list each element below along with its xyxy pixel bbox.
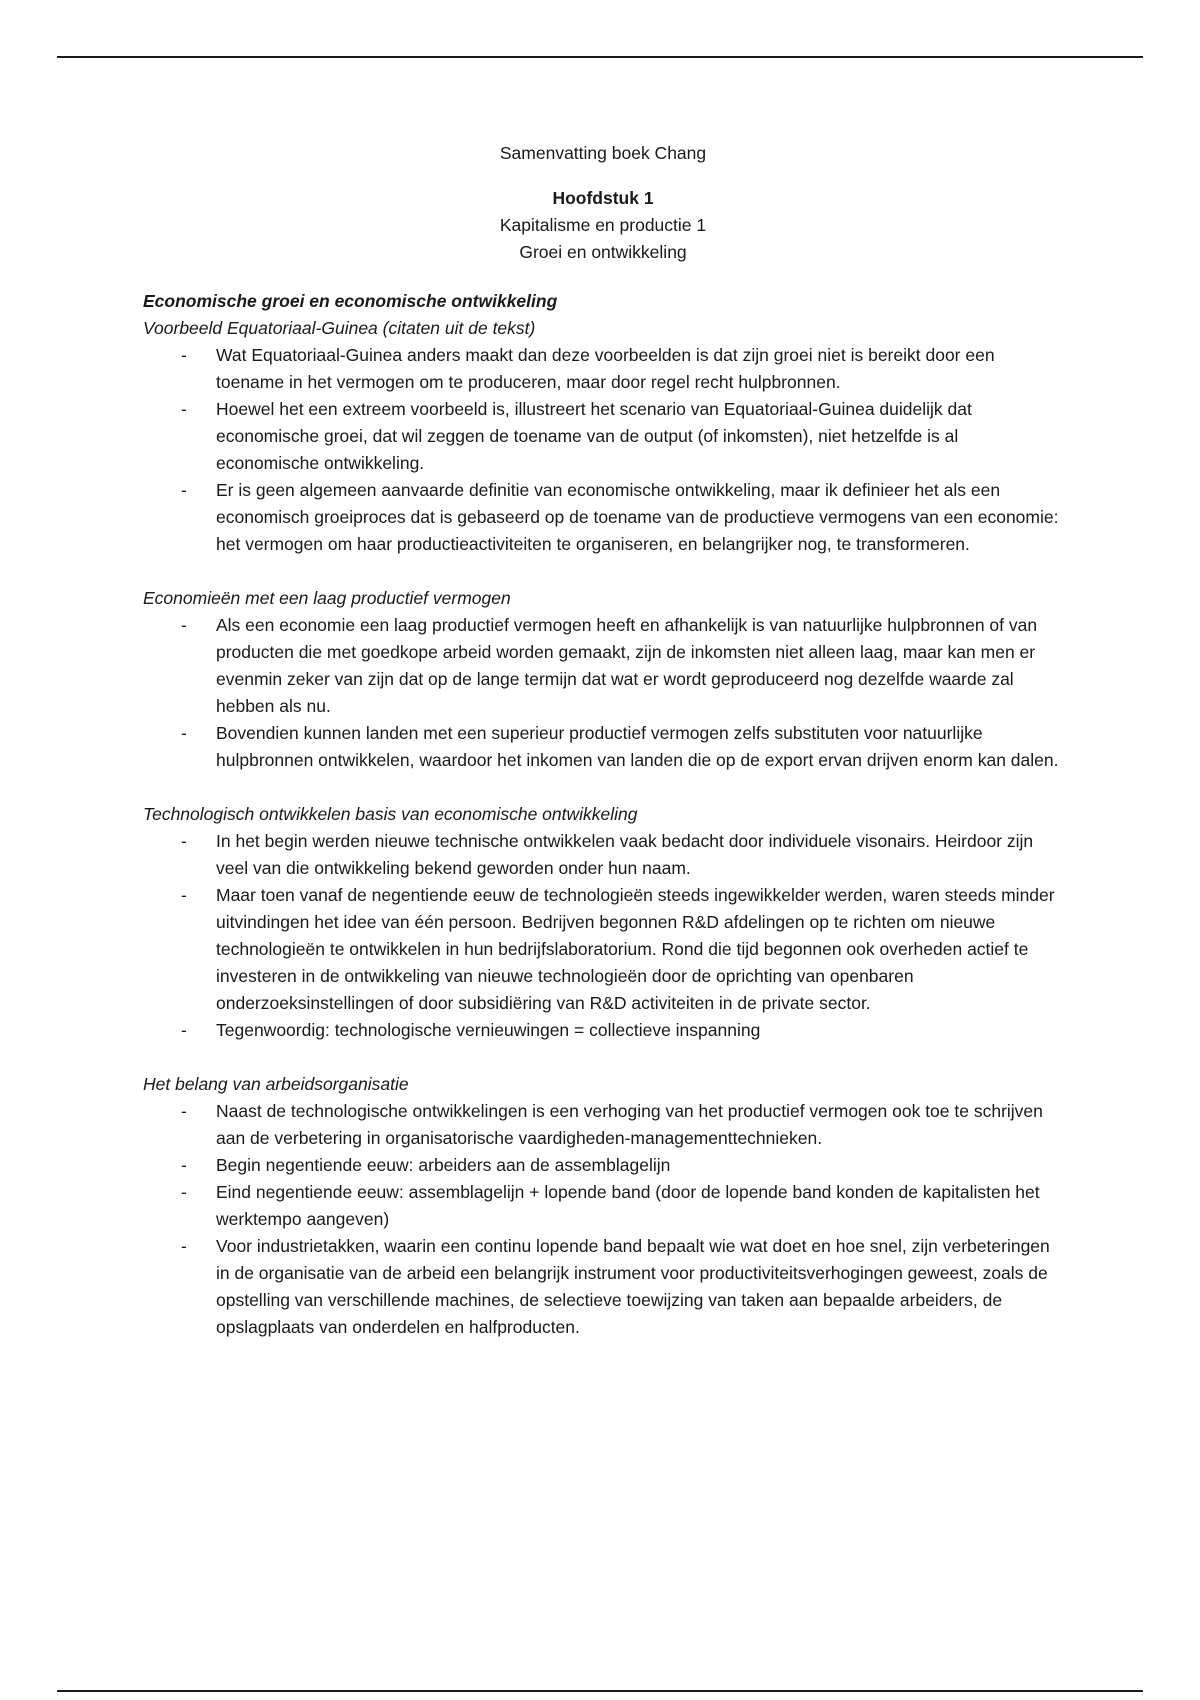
bullet-dash: - [181, 885, 187, 905]
list-item [143, 477, 1063, 558]
list-item-text: Naast de technologische ontwikkelingen is een verhoging van het productief vermogen ook toe te schrijven aan de verbetering in organisatorische vaardigheden-managementtechnieken. [216, 1101, 1043, 1148]
chapter-subtitle-2: Groei en ontwikkeling [519, 242, 687, 262]
list-item [143, 1179, 1063, 1233]
list-item-text: Bovendien kunnen landen met een superieur productief vermogen zelfs substituten voor natuurlijke hulpbronnen ontwikkelen, waardoor het inkomen van landen die op de export ervan drijven enorm kan dalen. [216, 723, 1059, 770]
document-title: Samenvatting boek Chang [499, 143, 707, 163]
list-item [143, 720, 1063, 774]
bullet-dash: - [181, 345, 187, 365]
list-item [143, 1098, 1063, 1152]
section-equatoriaal-guinea [143, 315, 1063, 558]
section-heading: Voorbeeld Equatoriaal-Guinea (citaten uit de tekst) [143, 318, 536, 338]
footer-rule [57, 1690, 1143, 1692]
list-item-text: Wat Equatoriaal-Guinea anders maakt dan deze voorbeelden is dat zijn groei niet is bereikt door een toename in het vermogen om te produceren, maar door regel recht hulpbronnen. [216, 345, 995, 392]
list-item [143, 1017, 1063, 1044]
list-item [143, 612, 1063, 720]
list-item [143, 342, 1063, 396]
bullet-dash: - [181, 1020, 187, 1040]
bullet-dash: - [181, 615, 187, 635]
main-heading: Economische groei en economische ontwikkeling [143, 291, 558, 311]
list-item-text: Maar toen vanaf de negentiende eeuw de technologieën steeds ingewikkelder werden, waren steeds minder uitvindingen het idee van één persoon. Bedrijven begonnen R&D afdelingen op te richten om nieuwe technologieën te ontwikkelen in hun bedrijfslaboratorium. Rond die tijd begonnen ook overheden actief te investeren in de ontwikkeling van nieuwe technologieën door de oprichting van openbaren onderzoeksinstellingen of door subsidiëring van R&D activiteiten in de private sector. [216, 885, 1055, 1013]
list-item [143, 1233, 1063, 1341]
list-item-text: In het begin werden nieuwe technische ontwikkelen vaak bedacht door individuele visonairs. Heirdoor zijn veel van die ontwikkeling bekend geworden onder hun naam. [216, 831, 1034, 878]
list-item-text: Begin negentiende eeuw: arbeiders aan de assemblagelijn [216, 1155, 671, 1175]
bullet-dash: - [181, 1155, 187, 1175]
section-heading: Technologisch ontwikkelen basis van economische ontwikkeling [143, 804, 638, 824]
bullet-list [143, 1098, 1063, 1341]
bullet-dash: - [181, 831, 187, 851]
list-item [143, 882, 1063, 1017]
chapter-subtitle-1: Kapitalisme en productie 1 [499, 215, 707, 235]
section-arbeidsorganisatie [143, 1071, 1063, 1341]
chapter-title: Hoofdstuk 1 [552, 188, 654, 208]
header-rule [57, 56, 1143, 58]
bullet-dash: - [181, 399, 187, 419]
list-item [143, 828, 1063, 882]
bullet-list [143, 612, 1063, 774]
list-item-text: Tegenwoordig: technologische vernieuwingen = collectieve inspanning [216, 1020, 761, 1040]
bullet-list [143, 342, 1063, 558]
section-laag-productief-vermogen [143, 585, 1063, 774]
list-item-text: Als een economie een laag productief vermogen heeft en afhankelijk is van natuurlijke hulpbronnen of van producten die met goedkope arbeid worden gemaakt, zijn de inkomsten niet alleen laag, maar kan men er evenmin zeker van zijn dat op de lange termijn dat wat er wordt geproduceerd nog dezelfde waarde zal hebben als nu. [216, 615, 1038, 716]
document-body [143, 140, 1063, 1368]
list-item [143, 396, 1063, 477]
list-item-text: Er is geen algemeen aanvaarde definitie van economische ontwikkeling, maar ik definieer het als een economisch groeiproces dat is gebaseerd op de toename van de productieve vermogens van een economie: het vermogen om haar productieactiviteiten te organiseren, en belangrijker nog, te transformeren. [216, 480, 1059, 554]
list-item [143, 1152, 1063, 1179]
list-item-text: Eind negentiende eeuw: assemblagelijn + lopende band (door de lopende band konden de kapitalisten het werktempo aangeven) [216, 1182, 1040, 1229]
bullet-list [143, 828, 1063, 1044]
section-heading: Economieën met een laag productief vermogen [143, 588, 511, 608]
section-technologisch-ontwikkelen [143, 801, 1063, 1044]
bullet-dash: - [181, 480, 187, 500]
bullet-dash: - [181, 1182, 187, 1202]
list-item-text: Voor industrietakken, waarin een continu lopende band bepaalt wie wat doet en hoe snel, zijn verbeteringen in de organisatie van de arbeid een belangrijk instrument voor productiviteitsverhogingen geweest, zoals de opstelling van verschillende machines, de selectieve toewijzing van taken aan bepaalde arbeiders, de opslagplaats van onderdelen en halfproducten. [216, 1236, 1050, 1337]
list-item-text: Hoewel het een extreem voorbeeld is, illustreert het scenario van Equatoriaal-Guinea duidelijk dat economische groei, dat wil zeggen de toename van de output (of inkomsten), niet hetzelfde is al economische ontwikkeling. [216, 399, 972, 473]
section-heading: Het belang van arbeidsorganisatie [143, 1074, 409, 1094]
bullet-dash: - [181, 1101, 187, 1121]
bullet-dash: - [181, 1236, 187, 1256]
bullet-dash: - [181, 723, 187, 743]
